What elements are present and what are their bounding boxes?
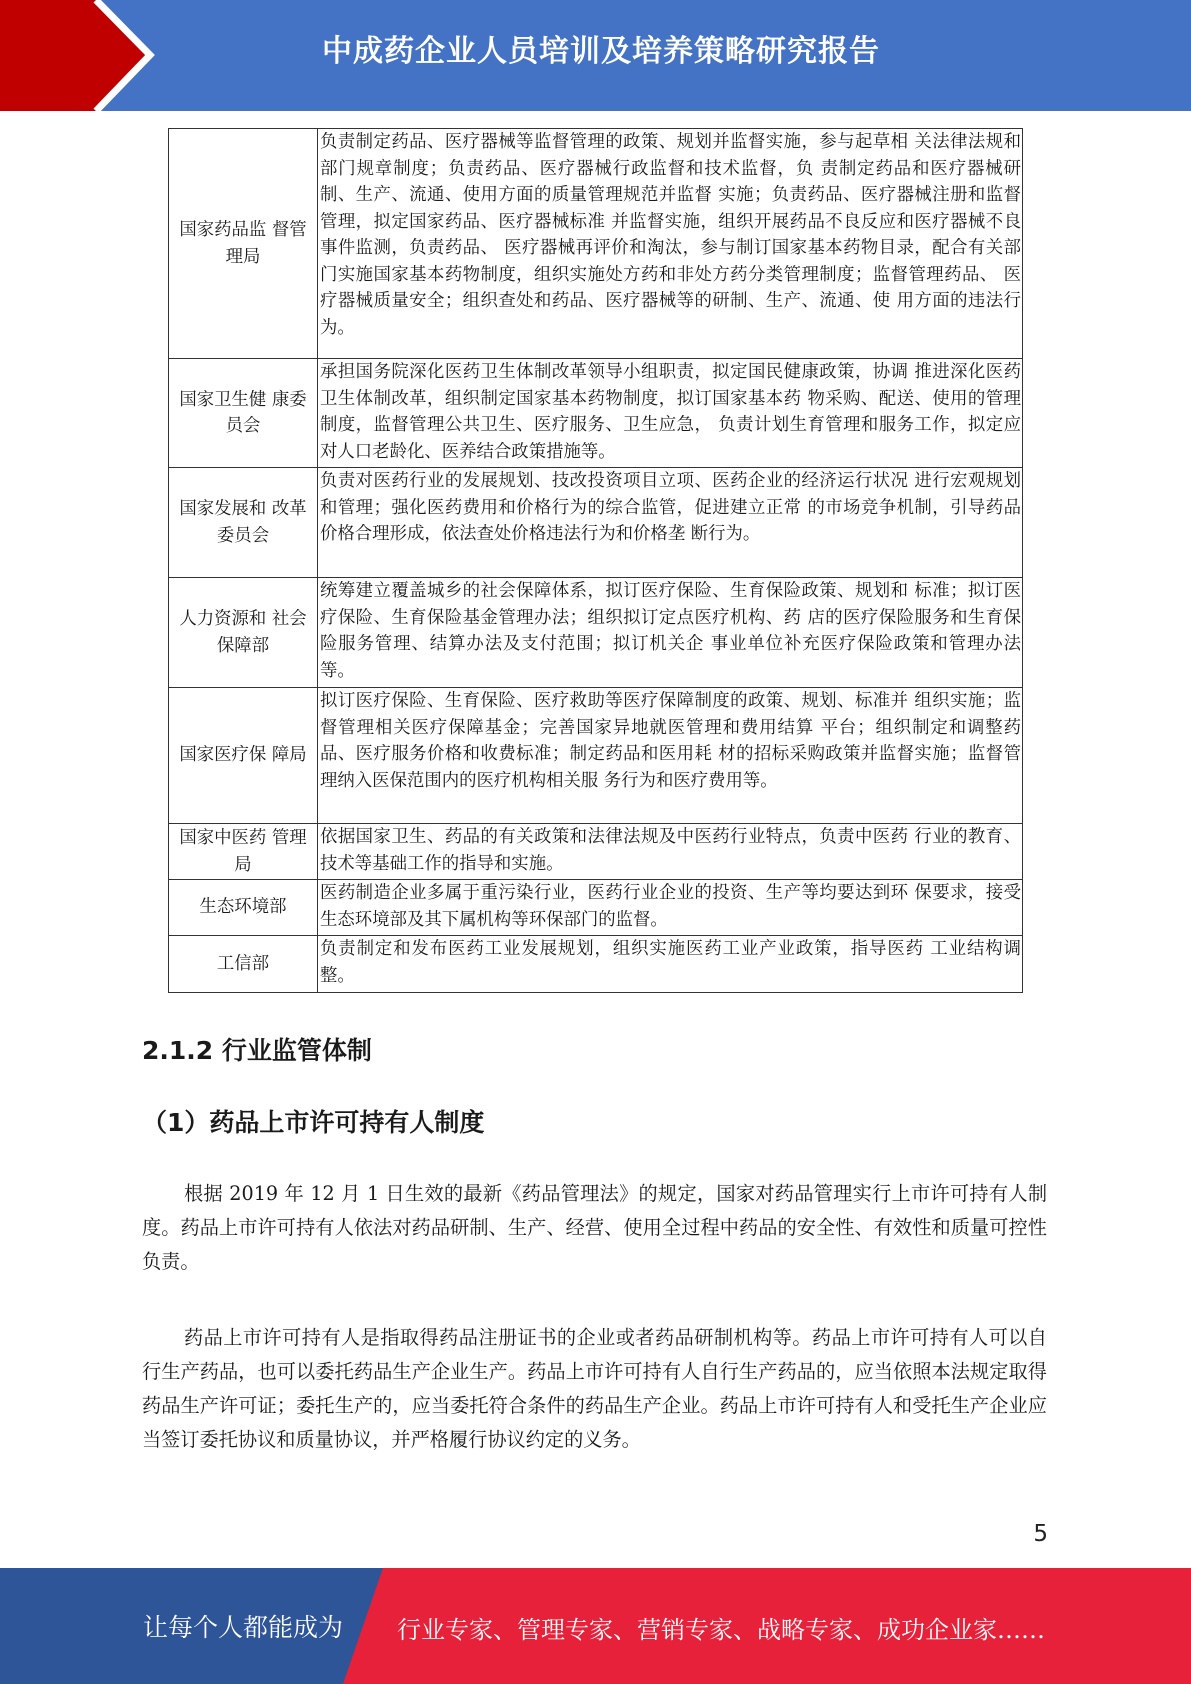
body-paragraph: 根据 2019 年 12 月 1 日生效的最新《药品管理法》的规定，国家对药品管理实行上市许可持有人制度。药品上市许可持有人依法对药品研制、生产、经营、使用全过程中药品的安全性、有效性和质量可控性负责。 bbox=[142, 1182, 1047, 1273]
agency-duty-cell: 拟订医疗保险、生育保险、医疗救助等医疗保障制度的政策、规划、标准并 组织实施；监督管理相关医疗保障基金；完善国家异地就医管理和费用结算 平台；组织制定和调整药品、医疗服务价格和收费标准；制定药品和医用耗 材的招标采购政策并监督实施；监督管理纳入医保范围内的医疗机构相关服 务行为和医疗费用等。 bbox=[318, 688, 1023, 824]
footer-slogan-left: 让每个人都能成为 bbox=[143, 1613, 344, 1642]
agency-duty-cell: 负责制定和发布医药工业发展规划，组织实施医药工业产业政策，指导医药 工业结构调整。 bbox=[318, 936, 1023, 993]
table-row bbox=[169, 824, 1023, 880]
table-row bbox=[169, 359, 1023, 468]
table-row bbox=[169, 468, 1023, 578]
table-row bbox=[169, 688, 1023, 824]
agency-name-cell: 国家医疗保 障局 bbox=[169, 688, 318, 824]
agency-name-cell: 生态环境部 bbox=[169, 880, 318, 936]
report-title: 中成药企业人员培训及培养策略研究报告 bbox=[322, 34, 880, 69]
section-heading: 2.1.2 行业监管体制 bbox=[142, 1036, 372, 1065]
agency-name-cell: 国家中医药 管理局 bbox=[169, 824, 318, 880]
table-row bbox=[169, 578, 1023, 688]
footer-slogan-right: 行业专家、管理专家、营销专家、战略专家、成功企业家…… bbox=[397, 1616, 1045, 1644]
agency-duty-cell: 统筹建立覆盖城乡的社会保障体系，拟订医疗保险、生育保险政策、规划和 标准；拟订医疗保险、生育保险基金管理办法；组织拟订定点医疗机构、药 店的医疗保险服务和生育保险服务管理、结算办法及支付范围；拟订机关企 事业单位补充医疗保险政策和管理办法等。 bbox=[318, 578, 1023, 688]
table-row bbox=[169, 936, 1023, 993]
agency-duty-cell: 承担国务院深化医药卫生体制改革领导小组职责，拟定国民健康政策，协调 推进深化医药卫生体制改革，组织制定国家基本药物制度，拟订国家基本药 物采购、配送、使用的管理制度，监督管理公共卫生、医疗服务、卫生应急， 负责计划生育管理和服务工作，拟定应对人口老龄化、医养结合政策措施等。 bbox=[318, 359, 1023, 468]
regulatory-agencies-table bbox=[168, 128, 1023, 993]
agency-name-cell: 人力资源和 社会保障部 bbox=[169, 578, 318, 688]
agency-duty-cell: 负责制定药品、医疗器械等监督管理的政策、规划并监督实施，参与起草相 关法律法规和部门规章制度；负责药品、医疗器械行政监督和技术监督，负 责制定药品和医疗器械研制、生产、流通、使用方面的质量管理规范并监督 实施；负责药品、医疗器械注册和监督管理，拟定国家药品、医疗器械标准 并监督实施，组织开展药品不良反应和医疗器械不良事件监测，负责药品、 医疗器械再评价和淘汰，参与制订国家基本药物目录，配合有关部门实施国家基本药物制度，组织实施处方药和非处方药分类管理制度；监督管理药品、 医疗器械质量安全；组织查处和药品、医疗器械等的研制、生产、流通、使 用方面的违法行为。 bbox=[318, 129, 1023, 359]
table-row bbox=[169, 880, 1023, 936]
agency-duty-cell: 负责对医药行业的发展规划、技改投资项目立项、医药企业的经济运行状况 进行宏观规划和管理；强化医药费用和价格行为的综合监管，促进建立正常 的市场竞争机制，引导药品价格合理形成，依法查处价格违法行为和价格垄 断行为。 bbox=[318, 468, 1023, 578]
body-paragraph: 药品上市许可持有人是指取得药品注册证书的企业或者药品研制机构等。药品上市许可持有人可以自行生产药品，也可以委托药品生产企业生产。药品上市许可持有人自行生产药品的，应当依照本法规定取得药品生产许可证；委托生产的，应当委托符合条件的药品生产企业。药品上市许可持有人和受托生产企业应当签订委托协议和质量协议，并严格履行协议约定的义务。 bbox=[142, 1326, 1047, 1451]
page-header bbox=[0, 0, 1191, 111]
table-row bbox=[169, 129, 1023, 359]
agency-name-cell: 工信部 bbox=[169, 936, 318, 993]
page-number: 5 bbox=[1033, 1521, 1048, 1547]
subsection-heading: （1）药品上市许可持有人制度 bbox=[142, 1108, 485, 1137]
page-footer bbox=[0, 1568, 1191, 1684]
agency-duty-cell: 依据国家卫生、药品的有关政策和法律法规及中医药行业特点，负责中医药 行业的教育、技术等基础工作的指导和实施。 bbox=[318, 824, 1023, 880]
agency-name-cell: 国家卫生健 康委员会 bbox=[169, 359, 318, 468]
header-red-arrow bbox=[0, 0, 150, 111]
agency-name-cell: 国家发展和 改革委员会 bbox=[169, 468, 318, 578]
agency-duty-cell: 医药制造企业多属于重污染行业，医药行业企业的投资、生产等均要达到环 保要求，接受生态环境部及其下属机构等环保部门的监督。 bbox=[318, 880, 1023, 936]
agency-name-cell: 国家药品监 督管理局 bbox=[169, 129, 318, 359]
